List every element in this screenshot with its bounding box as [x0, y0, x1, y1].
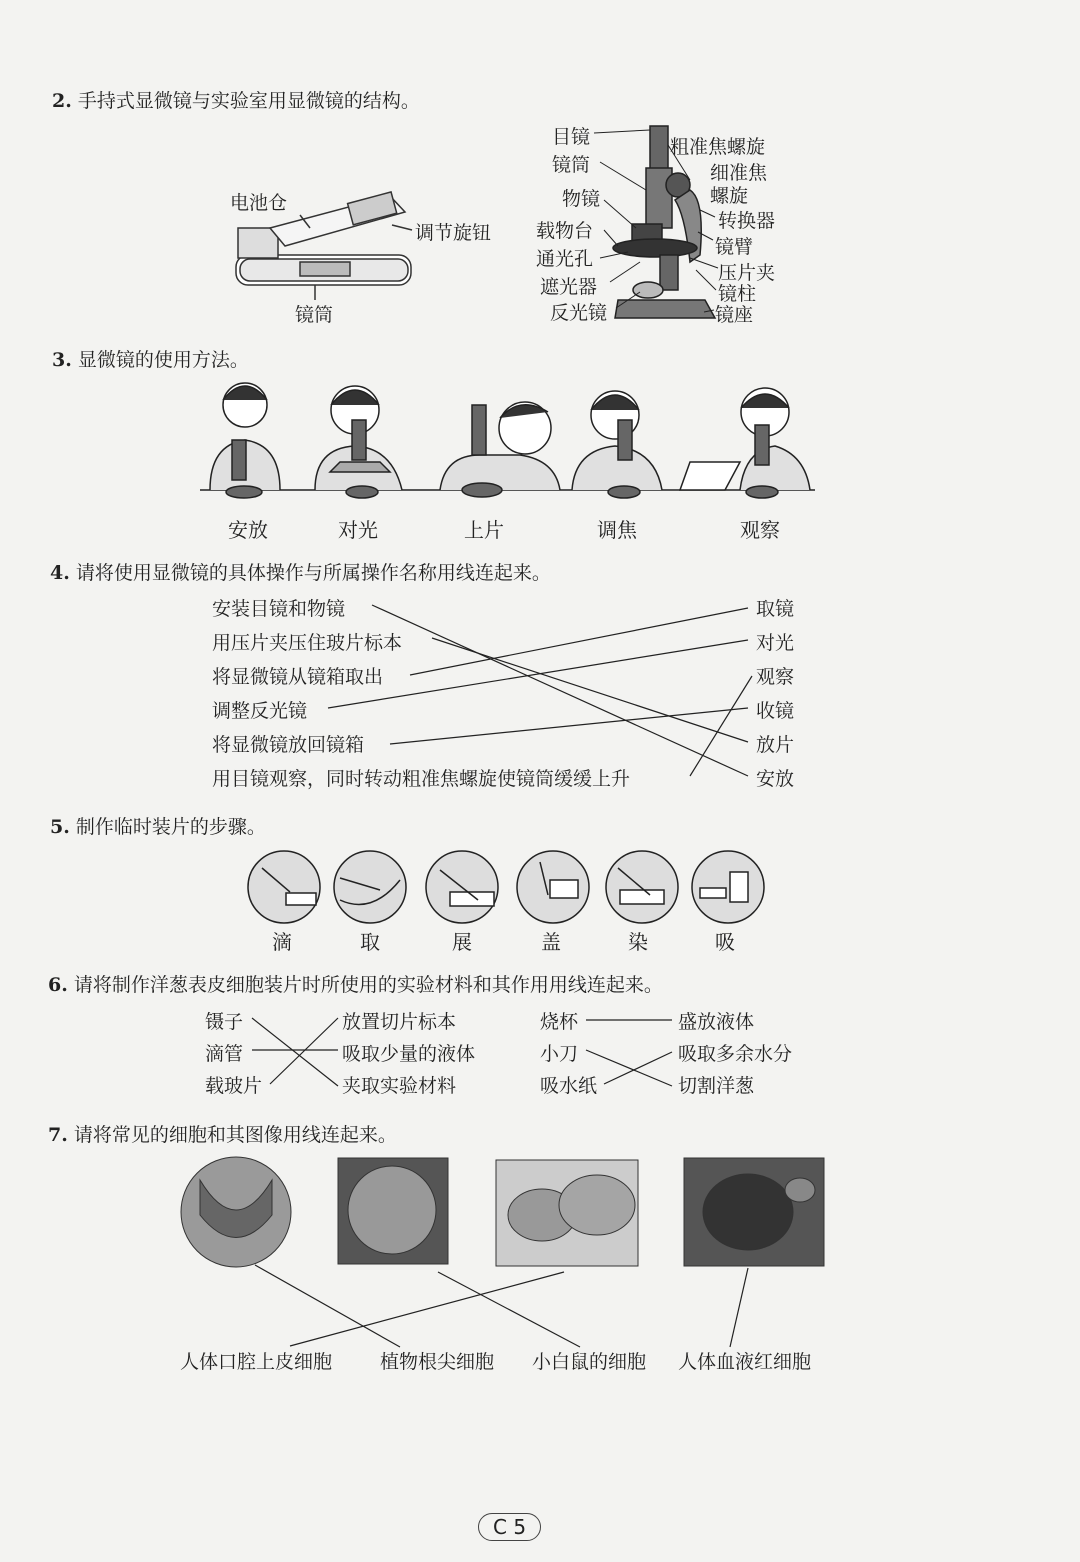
q4-right-item: 收镜	[756, 700, 795, 722]
label-hole: 通光孔	[536, 248, 594, 270]
step-caption: 滴	[272, 930, 292, 954]
label-arm: 镜臂	[715, 236, 754, 258]
kid-figure-2	[315, 386, 402, 498]
q6-material: 载玻片	[205, 1075, 263, 1097]
label-pillar: 镜柱	[718, 283, 757, 305]
q6-material: 小刀	[540, 1043, 579, 1065]
label-clip: 压片夹	[718, 262, 776, 284]
step-caption: 上片	[464, 518, 504, 542]
label-base: 镜座	[715, 304, 754, 326]
q6-function: 盛放液体	[678, 1011, 755, 1033]
q4-left-item: 用压片夹压住玻片标本	[212, 632, 403, 654]
q4-right-item: 取镜	[756, 598, 795, 620]
q4-right-item: 对光	[756, 632, 795, 654]
question-number: 2.	[52, 90, 72, 112]
label-handheld-tube: 镜筒	[295, 304, 334, 326]
q6-function: 吸取少量的液体	[342, 1043, 476, 1065]
label-fine-2: 螺旋	[710, 185, 749, 207]
question-4	[50, 558, 551, 585]
step-caption: 展	[452, 930, 472, 954]
q4-right-item: 观察	[756, 666, 795, 688]
question-5	[50, 812, 266, 839]
usage-illustrations	[200, 383, 815, 498]
step-caption: 染	[628, 930, 648, 954]
kid-figure-1	[210, 383, 280, 498]
q5-step-circles	[248, 851, 764, 923]
label-fine-1: 细准焦	[710, 162, 768, 184]
question-number: 3.	[52, 349, 72, 371]
label-knob: 调节旋钮	[415, 222, 492, 244]
label-mirror: 反光镜	[550, 302, 608, 324]
q6-function: 放置切片标本	[342, 1011, 457, 1033]
q7-cell-label: 人体血液红细胞	[678, 1351, 812, 1373]
q6-function: 吸取多余水分	[678, 1043, 793, 1065]
q6-material: 滴管	[205, 1043, 244, 1065]
step-caption: 取	[360, 930, 380, 954]
question-number: 7.	[48, 1124, 68, 1146]
q7-connect-lines	[255, 1265, 748, 1347]
q4-left-item: 将显微镜放回镜箱	[212, 734, 365, 756]
label-nosepiece: 转换器	[718, 210, 776, 232]
question-3	[52, 345, 249, 372]
kid-figure-4	[572, 391, 662, 498]
q7-cell-label: 人体口腔上皮细胞	[180, 1351, 333, 1373]
label-eyepiece: 目镜	[552, 126, 591, 148]
question-number: 4.	[50, 562, 70, 584]
question-6	[48, 970, 663, 997]
kid-figure-3	[440, 402, 560, 497]
q4-left-item: 用目镜观察，同时转动粗准焦螺旋使镜筒缓缓上升	[212, 768, 631, 790]
question-text: 显微镜的使用方法。	[77, 349, 249, 371]
step-caption: 吸	[715, 930, 735, 954]
question-number: 5.	[50, 816, 70, 838]
step-caption: 安放	[228, 518, 268, 542]
q4-left-item: 安装目镜和物镜	[212, 598, 346, 620]
question-text: 手持式显微镜与实验室用显微镜的结构。	[77, 90, 420, 112]
q4-left-item: 将显微镜从镜箱取出	[212, 666, 384, 688]
question-2	[52, 86, 420, 113]
question-7	[48, 1120, 397, 1147]
q7-cell-images	[181, 1157, 824, 1267]
q6-material: 镊子	[205, 1011, 244, 1033]
q6-function: 夹取实验材料	[342, 1075, 457, 1097]
q4-left-item: 调整反光镜	[212, 700, 308, 722]
q7-cell-label: 小白鼠的细胞	[532, 1351, 647, 1373]
kid-figure-5	[680, 388, 810, 498]
q7-cell-label: 植物根尖细胞	[380, 1351, 495, 1373]
q4-right-item: 安放	[756, 768, 795, 790]
step-caption: 调焦	[597, 518, 637, 542]
label-stage: 载物台	[536, 220, 594, 242]
question-text: 请将常见的细胞和其图像用线连起来。	[73, 1124, 397, 1146]
q4-right-item: 放片	[756, 734, 795, 756]
label-tube: 镜筒	[552, 154, 591, 176]
question-text: 请将使用显微镜的具体操作与所属操作名称用线连起来。	[75, 562, 551, 584]
question-text: 制作临时装片的步骤。	[75, 816, 266, 838]
step-caption: 对光	[338, 518, 378, 542]
q6-material: 烧杯	[540, 1011, 579, 1033]
q6-material: 吸水纸	[540, 1075, 598, 1097]
question-number: 6.	[48, 974, 68, 996]
q6-function: 切割洋葱	[678, 1075, 755, 1097]
page-number: C 5	[478, 1513, 541, 1541]
step-caption: 盖	[541, 930, 561, 954]
label-diaphragm: 遮光器	[540, 276, 598, 298]
label-battery: 电池仓	[230, 192, 288, 214]
question-text: 请将制作洋葱表皮细胞装片时所使用的实验材料和其作用用线连起来。	[73, 974, 663, 996]
label-objective: 物镜	[562, 188, 601, 210]
step-caption: 观察	[740, 518, 780, 542]
label-coarse: 粗准焦螺旋	[670, 136, 766, 158]
